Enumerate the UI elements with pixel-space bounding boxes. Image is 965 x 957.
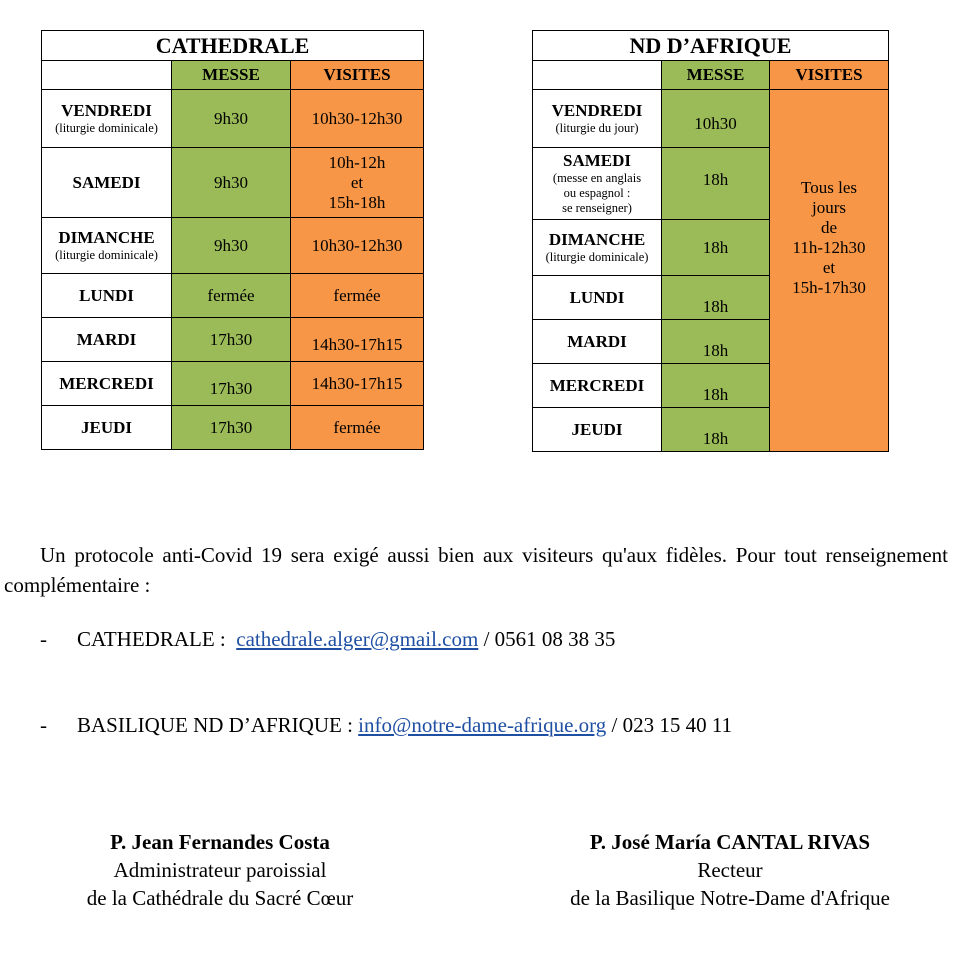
messe-cell: 9h30 (172, 148, 291, 218)
day-cell: MARDI (42, 318, 172, 362)
list-dash: - (40, 627, 47, 651)
messe-cell: 18h (662, 408, 770, 452)
signatory-role: Administrateur paroissial (113, 858, 327, 882)
day-cell: LUNDI (42, 274, 172, 318)
day-cell: JEUDI (533, 408, 662, 452)
messe-cell: 17h30 (172, 406, 291, 450)
cathedrale-email-link[interactable]: cathedrale.alger@gmail.com (236, 627, 479, 651)
visites-cell: 14h30-17h15 (291, 362, 424, 406)
messe-cell: 9h30 (172, 218, 291, 274)
visites-cell: 10h-12h et 15h-18h (291, 148, 424, 218)
day-cell: MARDI (533, 320, 662, 364)
table-title: CATHEDRALE (42, 31, 424, 61)
col-header-messe: MESSE (662, 61, 770, 90)
visites-cell: fermée (291, 274, 424, 318)
contact-basilique (40, 712, 732, 738)
cathedrale-schedule-table (41, 30, 424, 450)
messe-cell: 18h (662, 276, 770, 320)
messe-cell: 18h (662, 364, 770, 408)
day-cell: DIMANCHE (liturgie dominicale) (533, 220, 662, 276)
contact-label: BASILIQUE ND D’AFRIQUE : (77, 713, 359, 737)
signature-right (520, 828, 940, 912)
messe-cell: 18h (662, 320, 770, 364)
messe-cell: 18h (662, 220, 770, 276)
day-cell: MERCREDI (533, 364, 662, 408)
contact-label: CATHEDRALE : (77, 627, 231, 651)
day-cell: LUNDI (533, 276, 662, 320)
list-dash: - (40, 713, 47, 737)
day-cell: JEUDI (42, 406, 172, 450)
messe-cell: 18h (662, 148, 770, 220)
day-cell: DIMANCHE (liturgie dominicale) (42, 218, 172, 274)
visites-cell: 10h30-12h30 (291, 90, 424, 148)
messe-cell: 10h30 (662, 90, 770, 148)
day-cell: VENDREDI (liturgie dominicale) (42, 90, 172, 148)
col-header-messe: MESSE (172, 61, 291, 90)
messe-cell: 17h30 (172, 318, 291, 362)
messe-cell: 17h30 (172, 362, 291, 406)
messe-cell: fermée (172, 274, 291, 318)
signatory-place: de la Basilique Notre-Dame d'Afrique (570, 886, 890, 910)
day-cell: SAMEDI (42, 148, 172, 218)
visites-cell: fermée (291, 406, 424, 450)
signature-left (40, 828, 400, 912)
protocol-paragraph: Un protocole anti-Covid 19 sera exigé aussi bien aux visiteurs qu'aux fidèles. Pour tout renseignement complémentaire : (4, 543, 948, 597)
table-title: ND D’AFRIQUE (533, 31, 889, 61)
contact-phone: / 0561 08 38 35 (478, 627, 616, 651)
basilique-email-link[interactable]: info@notre-dame-afrique.org (358, 713, 607, 737)
visites-cell: 10h30-12h30 (291, 218, 424, 274)
signatory-place: de la Cathédrale du Sacré Cœur (86, 886, 354, 910)
contact-cathedrale (40, 626, 615, 652)
col-header-visites: VISITES (770, 61, 889, 90)
nd-afrique-schedule-table (532, 30, 889, 452)
messe-cell: 9h30 (172, 90, 291, 148)
col-header-visites: VISITES (291, 61, 424, 90)
visites-all-days-cell: Tous les jours de 11h-12h30 et 15h-17h30 (770, 90, 889, 452)
contact-phone: / 023 15 40 11 (606, 713, 733, 737)
day-cell: VENDREDI (liturgie du jour) (533, 90, 662, 148)
signatory-name: P. José María CANTAL RIVAS (589, 830, 871, 854)
visites-cell: 14h30-17h15 (291, 318, 424, 362)
day-cell: MERCREDI (42, 362, 172, 406)
signatory-role: Recteur (697, 858, 763, 882)
day-cell: SAMEDI (messe en anglais ou espagnol : se renseigner) (533, 148, 662, 220)
signatory-name: P. Jean Fernandes Costa (110, 830, 330, 854)
